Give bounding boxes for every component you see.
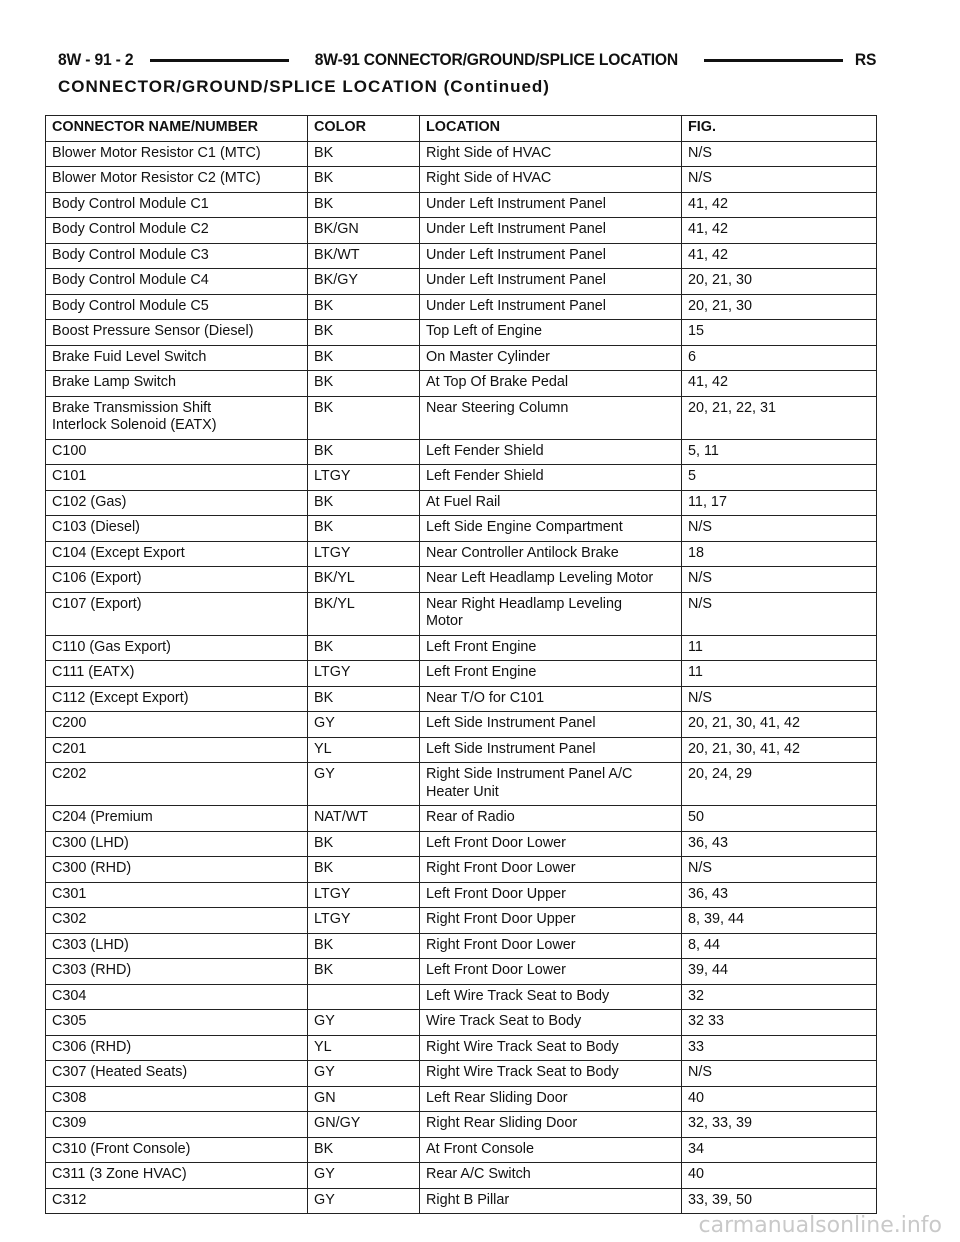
- cell-fig: 20, 21, 30: [682, 294, 877, 320]
- cell-connector-name: Boost Pressure Sensor (Diesel): [46, 320, 308, 346]
- cell-connector-name: C302: [46, 908, 308, 934]
- cell-connector-name: C301: [46, 882, 308, 908]
- cell-location: Left Wire Track Seat to Body: [420, 984, 682, 1010]
- cell-color: BK: [308, 1137, 420, 1163]
- cell-fig: 5, 11: [682, 439, 877, 465]
- cell-connector-name: C204 (Premium: [46, 806, 308, 832]
- page-number: 8W - 91 - 2: [58, 50, 134, 69]
- table-row: [46, 465, 877, 491]
- cell-fig: N/S: [682, 141, 877, 167]
- cell-fig: N/S: [682, 686, 877, 712]
- connector-table-container: [45, 115, 876, 1214]
- cell-connector-name: C110 (Gas Export): [46, 635, 308, 661]
- cell-color: BK: [308, 167, 420, 193]
- cell-location: Wire Track Seat to Body: [420, 1010, 682, 1036]
- cell-connector-name: C304: [46, 984, 308, 1010]
- table-row: [46, 371, 877, 397]
- table-row: [46, 857, 877, 883]
- column-header-color: COLOR: [308, 116, 420, 142]
- cell-location: Right Rear Sliding Door: [420, 1112, 682, 1138]
- cell-connector-name: C202: [46, 763, 308, 806]
- cell-fig: 33: [682, 1035, 877, 1061]
- cell-color: LTGY: [308, 465, 420, 491]
- cell-location: Right Front Door Upper: [420, 908, 682, 934]
- cell-color: LTGY: [308, 882, 420, 908]
- column-header-location: LOCATION: [420, 116, 682, 142]
- table-row: [46, 567, 877, 593]
- table-row: [46, 541, 877, 567]
- cell-connector-name: C305: [46, 1010, 308, 1036]
- cell-color: BK: [308, 959, 420, 985]
- cell-connector-name: C106 (Export): [46, 567, 308, 593]
- table-row: [46, 1086, 877, 1112]
- cell-location: Left Side Instrument Panel: [420, 712, 682, 738]
- cell-connector-name: C303 (RHD): [46, 959, 308, 985]
- cell-connector-name: C103 (Diesel): [46, 516, 308, 542]
- table-row: [46, 1061, 877, 1087]
- cell-connector-name: Body Control Module C3: [46, 243, 308, 269]
- cell-location: Left Rear Sliding Door: [420, 1086, 682, 1112]
- cell-location: Rear of Radio: [420, 806, 682, 832]
- cell-location: On Master Cylinder: [420, 345, 682, 371]
- cell-fig: 20, 24, 29: [682, 763, 877, 806]
- cell-color: BK/WT: [308, 243, 420, 269]
- cell-location: Near Steering Column: [420, 396, 682, 439]
- cell-color: BK: [308, 294, 420, 320]
- cell-location: Right Wire Track Seat to Body: [420, 1061, 682, 1087]
- page-title: CONNECTOR/GROUND/SPLICE LOCATION (Continued): [58, 77, 550, 96]
- cell-connector-name: C100: [46, 439, 308, 465]
- table-row: [46, 1112, 877, 1138]
- table-row: [46, 1188, 877, 1214]
- cell-fig: N/S: [682, 857, 877, 883]
- cell-location: Right Side of HVAC: [420, 167, 682, 193]
- cell-location: Left Side Instrument Panel: [420, 737, 682, 763]
- cell-color: GY: [308, 1061, 420, 1087]
- cell-connector-name: C104 (Except Export: [46, 541, 308, 567]
- cell-connector-name: C308: [46, 1086, 308, 1112]
- table-row: [46, 831, 877, 857]
- table-row: [46, 516, 877, 542]
- cell-fig: 34: [682, 1137, 877, 1163]
- cell-color: GY: [308, 763, 420, 806]
- cell-color: BK: [308, 490, 420, 516]
- cell-fig: 11: [682, 635, 877, 661]
- table-row: [46, 167, 877, 193]
- cell-location: Left Side Engine Compartment: [420, 516, 682, 542]
- connector-table: [45, 115, 877, 1214]
- cell-color: BK: [308, 396, 420, 439]
- cell-connector-name: Blower Motor Resistor C1 (MTC): [46, 141, 308, 167]
- cell-color: LTGY: [308, 661, 420, 687]
- cell-color: GN/GY: [308, 1112, 420, 1138]
- cell-fig: N/S: [682, 1061, 877, 1087]
- table-row: [46, 635, 877, 661]
- cell-location: Under Left Instrument Panel: [420, 218, 682, 244]
- cell-fig: N/S: [682, 516, 877, 542]
- cell-connector-name: Blower Motor Resistor C2 (MTC): [46, 167, 308, 193]
- model-code: RS: [854, 50, 876, 69]
- cell-color: GY: [308, 1163, 420, 1189]
- cell-connector-name: C307 (Heated Seats): [46, 1061, 308, 1087]
- cell-fig: N/S: [682, 167, 877, 193]
- cell-fig: 20, 21, 22, 31: [682, 396, 877, 439]
- cell-location: Left Front Door Lower: [420, 959, 682, 985]
- cell-location: Under Left Instrument Panel: [420, 294, 682, 320]
- cell-connector-name: Brake Lamp Switch: [46, 371, 308, 397]
- cell-fig: N/S: [682, 567, 877, 593]
- cell-connector-name: Body Control Module C5: [46, 294, 308, 320]
- table-header-row: [46, 116, 877, 142]
- header-rule-right: [704, 59, 843, 62]
- cell-connector-name: C101: [46, 465, 308, 491]
- cell-connector-name: C102 (Gas): [46, 490, 308, 516]
- cell-connector-name: C112 (Except Export): [46, 686, 308, 712]
- cell-location: Left Fender Shield: [420, 439, 682, 465]
- table-row: [46, 661, 877, 687]
- cell-fig: 40: [682, 1086, 877, 1112]
- cell-fig: 36, 43: [682, 882, 877, 908]
- cell-fig: 32 33: [682, 1010, 877, 1036]
- cell-color: BK/GY: [308, 269, 420, 295]
- table-row: [46, 882, 877, 908]
- table-row: [46, 1137, 877, 1163]
- page-header: [58, 42, 876, 78]
- table-row: [46, 737, 877, 763]
- cell-color: BK: [308, 933, 420, 959]
- table-row: [46, 320, 877, 346]
- table-row: [46, 686, 877, 712]
- table-row: [46, 1035, 877, 1061]
- cell-fig: 41, 42: [682, 243, 877, 269]
- table-row: [46, 592, 877, 635]
- cell-color: GN: [308, 1086, 420, 1112]
- cell-connector-name: C200: [46, 712, 308, 738]
- cell-location: Right Side of HVAC: [420, 141, 682, 167]
- cell-location: At Front Console: [420, 1137, 682, 1163]
- cell-color: BK: [308, 439, 420, 465]
- cell-color: YL: [308, 1035, 420, 1061]
- table-row: [46, 269, 877, 295]
- table-row: [46, 1010, 877, 1036]
- cell-connector-name: Brake Transmission Shift Interlock Solenoid (EATX): [46, 396, 308, 439]
- table-row: [46, 933, 877, 959]
- cell-fig: 41, 42: [682, 218, 877, 244]
- cell-fig: 36, 43: [682, 831, 877, 857]
- cell-color: NAT/WT: [308, 806, 420, 832]
- table-row: [46, 490, 877, 516]
- cell-location: At Fuel Rail: [420, 490, 682, 516]
- cell-connector-name: C111 (EATX): [46, 661, 308, 687]
- cell-connector-name: C312: [46, 1188, 308, 1214]
- cell-connector-name: C300 (RHD): [46, 857, 308, 883]
- cell-location: Right Front Door Lower: [420, 857, 682, 883]
- cell-color: [308, 984, 420, 1010]
- cell-connector-name: Body Control Module C2: [46, 218, 308, 244]
- watermark: carmanualsonline.info: [698, 1213, 942, 1238]
- table-row: [46, 806, 877, 832]
- cell-location: Left Fender Shield: [420, 465, 682, 491]
- cell-color: BK: [308, 516, 420, 542]
- header-rule-left: [150, 59, 289, 62]
- cell-fig: 8, 44: [682, 933, 877, 959]
- cell-color: BK/YL: [308, 592, 420, 635]
- cell-color: BK: [308, 371, 420, 397]
- table-row: [46, 294, 877, 320]
- table-row: [46, 959, 877, 985]
- cell-connector-name: Brake Fuid Level Switch: [46, 345, 308, 371]
- cell-color: BK/GN: [308, 218, 420, 244]
- cell-connector-name: C300 (LHD): [46, 831, 308, 857]
- table-row: [46, 712, 877, 738]
- column-header-name: CONNECTOR NAME/NUMBER: [46, 116, 308, 142]
- cell-fig: 6: [682, 345, 877, 371]
- cell-color: BK: [308, 857, 420, 883]
- cell-color: GY: [308, 1010, 420, 1036]
- cell-location: Right Front Door Lower: [420, 933, 682, 959]
- table-row: [46, 218, 877, 244]
- cell-fig: 5: [682, 465, 877, 491]
- cell-location: Top Left of Engine: [420, 320, 682, 346]
- cell-color: BK: [308, 831, 420, 857]
- cell-fig: 33, 39, 50: [682, 1188, 877, 1214]
- cell-color: YL: [308, 737, 420, 763]
- cell-location: Rear A/C Switch: [420, 1163, 682, 1189]
- table-row: [46, 192, 877, 218]
- cell-connector-name: C309: [46, 1112, 308, 1138]
- cell-color: GY: [308, 1188, 420, 1214]
- cell-fig: 39, 44: [682, 959, 877, 985]
- cell-fig: 32, 33, 39: [682, 1112, 877, 1138]
- cell-fig: 41, 42: [682, 371, 877, 397]
- section-title: 8W-91 CONNECTOR/GROUND/SPLICE LOCATION: [314, 50, 678, 69]
- cell-location: Right B Pillar: [420, 1188, 682, 1214]
- cell-location: At Top Of Brake Pedal: [420, 371, 682, 397]
- cell-location: Left Front Engine: [420, 661, 682, 687]
- table-body: [46, 141, 877, 1214]
- cell-fig: 8, 39, 44: [682, 908, 877, 934]
- cell-location: Near Right Headlamp Leveling Motor: [420, 592, 682, 635]
- cell-connector-name: C310 (Front Console): [46, 1137, 308, 1163]
- table-row: [46, 345, 877, 371]
- cell-color: LTGY: [308, 908, 420, 934]
- cell-color: BK: [308, 345, 420, 371]
- cell-color: BK: [308, 320, 420, 346]
- cell-location: Left Front Door Upper: [420, 882, 682, 908]
- cell-fig: 18: [682, 541, 877, 567]
- cell-connector-name: C107 (Export): [46, 592, 308, 635]
- table-row: [46, 1163, 877, 1189]
- cell-fig: 40: [682, 1163, 877, 1189]
- table-row: [46, 439, 877, 465]
- cell-fig: 20, 21, 30, 41, 42: [682, 737, 877, 763]
- cell-fig: 11: [682, 661, 877, 687]
- cell-fig: 15: [682, 320, 877, 346]
- table-row: [46, 908, 877, 934]
- cell-connector-name: C303 (LHD): [46, 933, 308, 959]
- cell-fig: 20, 21, 30, 41, 42: [682, 712, 877, 738]
- cell-location: Under Left Instrument Panel: [420, 243, 682, 269]
- table-row: [46, 243, 877, 269]
- column-header-fig: FIG.: [682, 116, 877, 142]
- cell-connector-name: C306 (RHD): [46, 1035, 308, 1061]
- cell-connector-name: Body Control Module C4: [46, 269, 308, 295]
- cell-location: Near T/O for C101: [420, 686, 682, 712]
- cell-connector-name: C311 (3 Zone HVAC): [46, 1163, 308, 1189]
- cell-connector-name: Body Control Module C1: [46, 192, 308, 218]
- cell-fig: 32: [682, 984, 877, 1010]
- cell-location: Left Front Door Lower: [420, 831, 682, 857]
- cell-color: BK: [308, 141, 420, 167]
- cell-location: Under Left Instrument Panel: [420, 192, 682, 218]
- table-row: [46, 141, 877, 167]
- cell-location: Near Controller Antilock Brake: [420, 541, 682, 567]
- cell-color: GY: [308, 712, 420, 738]
- cell-location: Right Side Instrument Panel A/C Heater Unit: [420, 763, 682, 806]
- cell-location: Right Wire Track Seat to Body: [420, 1035, 682, 1061]
- cell-connector-name: C201: [46, 737, 308, 763]
- cell-location: Near Left Headlamp Leveling Motor: [420, 567, 682, 593]
- table-row: [46, 984, 877, 1010]
- cell-color: BK: [308, 686, 420, 712]
- cell-fig: N/S: [682, 592, 877, 635]
- table-row: [46, 396, 877, 439]
- cell-color: BK/YL: [308, 567, 420, 593]
- cell-location: Left Front Engine: [420, 635, 682, 661]
- cell-fig: 20, 21, 30: [682, 269, 877, 295]
- cell-fig: 41, 42: [682, 192, 877, 218]
- cell-fig: 11, 17: [682, 490, 877, 516]
- cell-fig: 50: [682, 806, 877, 832]
- table-row: [46, 763, 877, 806]
- cell-location: Under Left Instrument Panel: [420, 269, 682, 295]
- cell-color: LTGY: [308, 541, 420, 567]
- cell-color: BK: [308, 192, 420, 218]
- cell-color: BK: [308, 635, 420, 661]
